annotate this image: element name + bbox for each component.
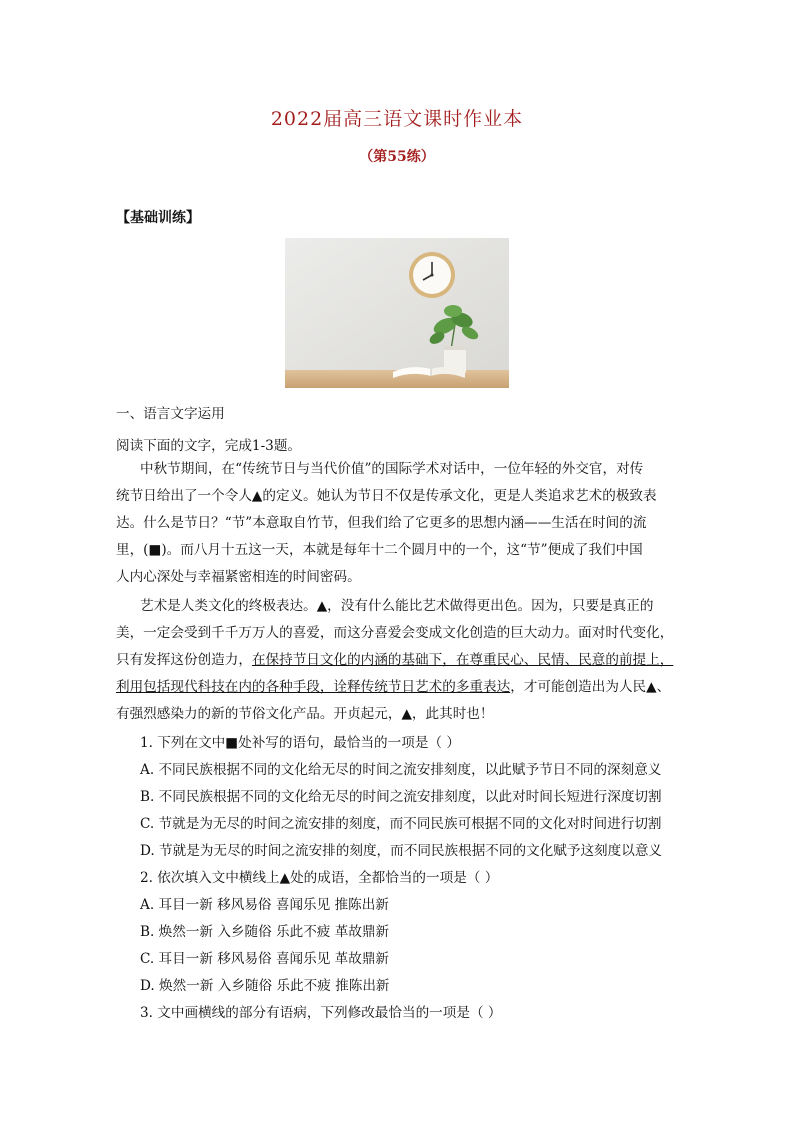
passage-p1-line-2: 统节日给出了一个令人▲的定义。她认为节日不仅是传承文化，更是人类追求艺术的极致表: [116, 488, 657, 504]
passage-p2-line-5: 有强烈感染力的新的节俗文化产品。开贞起元，▲，此其时也！: [116, 706, 494, 722]
p2-line4-underlined: 利用包括现代科技在内的各种手段，诠释传统节日艺术的多重表达: [116, 679, 511, 695]
document-subtitle: （第55练）: [359, 149, 435, 165]
question-2-stem: 2. 依次填入文中横线上▲处的成语，全都恰当的一项是（ ）: [140, 870, 499, 886]
passage-p1-line-4: 里，(■)。而八月十五这一天，本就是每年十二个圆月中的一个，这“节”便成了我们中国: [116, 542, 643, 558]
question-2-option-d: D. 焕然一新 入乡随俗 乐此不疲 推陈出新: [140, 978, 390, 994]
p2-line4-plain: ，才可能创造出为人民▲、: [510, 679, 671, 695]
clock-plant-book-photo: [285, 238, 509, 388]
question-3-stem: 3. 文中画横线的部分有语病，下列修改最恰当的一项是（ ）: [140, 1005, 502, 1021]
question-2-option-a: A. 耳目一新 移风易俗 喜闻乐见 推陈出新: [140, 897, 389, 913]
part1-instruction: 阅读下面的文字，完成1-3题。: [116, 438, 302, 454]
question-1-option-d: D. 节就是为无尽的时间之流安排的刻度，而不同民族根据不同的文化赋予这刻度以意义: [140, 843, 663, 859]
passage-p2-line-1: 艺术是人类文化的终极表达。▲，没有什么能比艺术做得更出色。因为，只要是真正的: [140, 598, 654, 614]
photo-illustration: [285, 238, 509, 388]
question-2-option-c: C. 耳目一新 移风易俗 喜闻乐见 革故鼎新: [140, 951, 390, 967]
document-title: 2022届高三语文课时作业本: [270, 108, 524, 130]
question-1-option-b: B. 不同民族根据不同的文化给无尽的时间之流安排刻度，以此对时间长短进行深度切割: [140, 789, 662, 805]
p2-line3-plain: 只有发挥这份创造力，: [116, 652, 252, 668]
p2-line3-underlined: 在保持节日文化的内涵的基础下，在尊重民心、民情、民意的前提上，: [251, 652, 674, 668]
question-2-option-b: B. 焕然一新 入乡随俗 乐此不疲 革故鼎新: [140, 924, 390, 940]
question-1-option-c: C. 节就是为无尽的时间之流安排的刻度，而不同民族可根据不同的文化对时间进行切割: [140, 816, 662, 832]
section-tag: 【基础训练】: [116, 210, 200, 226]
question-1-option-a: A. 不同民族根据不同的文化给无尽的时间之流安排刻度，以此赋予节日不同的深刻意义: [140, 762, 662, 778]
passage-p2-line-4: [116, 674, 691, 701]
clock-icon: [409, 252, 455, 298]
passage-p1-line-1: 中秋节期间，在“传统节日与当代价值”的国际学术对话中，一位年轻的外交官，对传: [140, 461, 644, 477]
question-1-stem: 1. 下列在文中■处补写的语句，最恰当的一项是（ ）: [140, 735, 460, 751]
passage-p2-line-2: 美，一定会受到千千万万人的喜爱，而这分喜爱会变成文化创造的巨大动力。面对时代变化，: [116, 625, 674, 641]
passage-p1-line-3: 达。什么是节日？“节”本意取自竹节，但我们给了它更多的思想内涵——生活在时间的流: [116, 515, 647, 531]
part1-heading: 一、语言文字运用: [116, 406, 225, 422]
passage-p2-line-3: [116, 647, 691, 674]
passage-p1-line-5: 人内心深处与幸福紧密相连的时间密码。: [116, 569, 361, 585]
